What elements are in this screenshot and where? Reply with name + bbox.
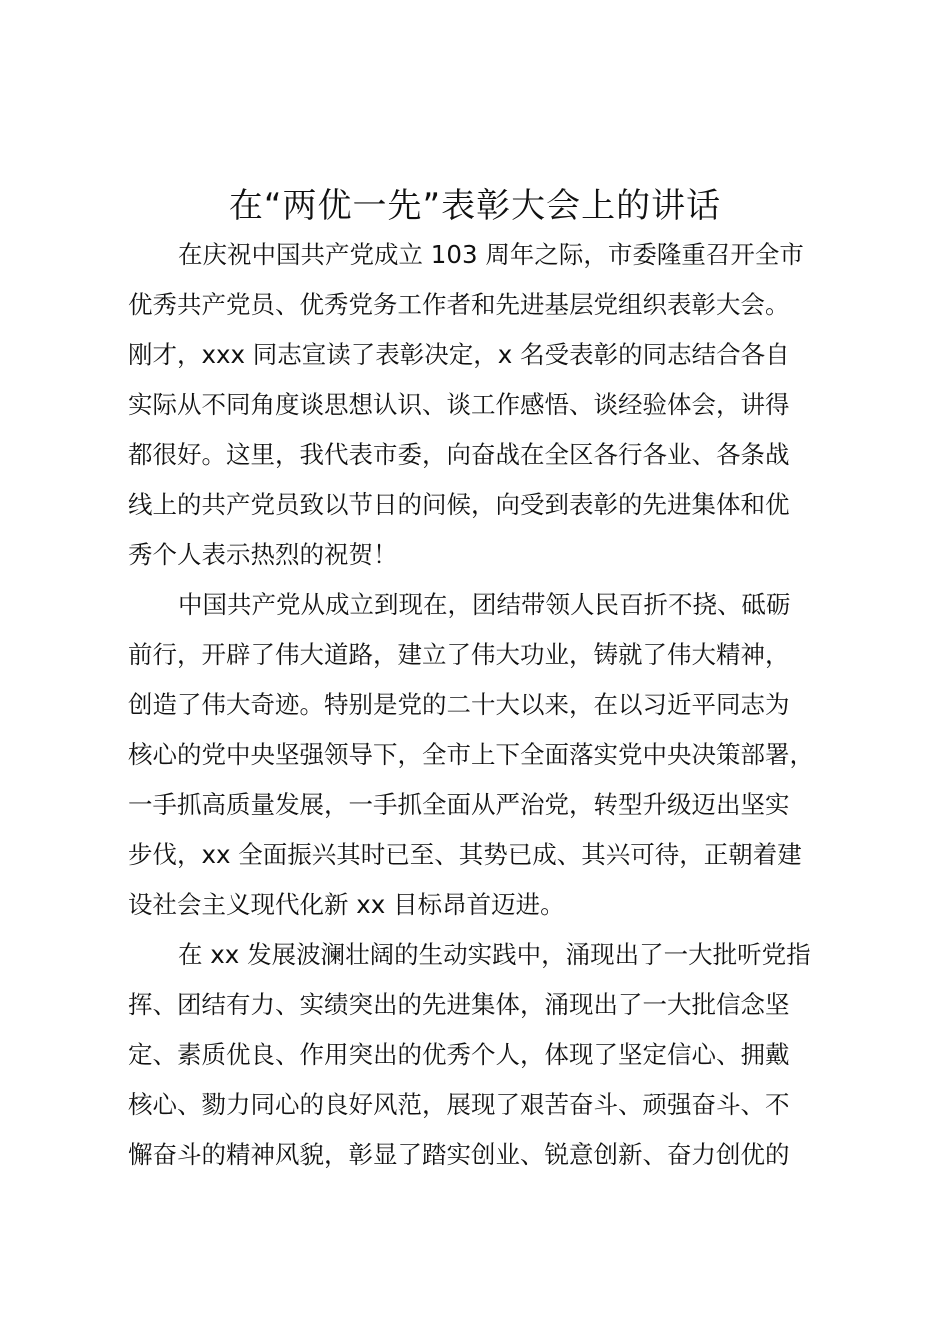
document-title: 在“两优一先”表彰大会上的讲话: [228, 186, 722, 226]
paragraph-2-line-5: 一手抓高质量发展，一手抓全面从严治党，转型升级迈出坚实: [128, 790, 790, 819]
paragraph-3-line-3: 定、素质优良、作用突出的优秀个人，体现了坚定信心、拥戴: [128, 1040, 790, 1069]
paragraph-2-line-4: 核心的党中央坚强领导下，全市上下全面落实党中央决策部署，: [128, 740, 814, 769]
paragraph-2-line-1: 中国共产党从成立到现在，团结带领人民百折不挠、砥砺: [178, 590, 791, 619]
paragraph-3-line-1: 在 xx 发展波澜壮阔的生动实践中，涌现出了一大批听党指: [178, 940, 811, 969]
paragraph-1-line-4: 实际从不同角度谈思想认识、谈工作感悟、谈经验体会，讲得: [128, 390, 790, 419]
paragraph-2-line-7: 设社会主义现代化新 xx 目标昂首迈进。: [128, 890, 565, 919]
paragraph-2-line-6: 步伐，xx 全面振兴其时已至、其势已成、其兴可待，正朝着建: [128, 840, 802, 869]
paragraph-3-line-4: 核心、勠力同心的良好风范，展现了艰苦奋斗、顽强奋斗、不: [128, 1090, 790, 1119]
paragraph-1-line-2: 优秀共产党员、优秀党务工作者和先进基层党组织表彰大会。: [128, 290, 790, 319]
paragraph-1-line-7: 秀个人表示热烈的祝贺！: [128, 540, 398, 569]
paragraph-1-line-3: 刚才，xxx 同志宣读了表彰决定，x 名受表彰的同志结合各自: [128, 340, 790, 369]
paragraph-1-line-5: 都很好。这里，我代表市委，向奋战在全区各行各业、各条战: [128, 440, 790, 469]
paragraph-3-line-2: 挥、团结有力、实绩突出的先进集体，涌现出了一大批信念坚: [128, 990, 790, 1019]
paragraph-1-line-6: 线上的共产党员致以节日的问候，向受到表彰的先进集体和优: [128, 490, 790, 519]
paragraph-3-line-5: 懈奋斗的精神风貌，彰显了踏实创业、锐意创新、奋力创优的: [128, 1140, 790, 1169]
paragraph-2-line-2: 前行，开辟了伟大道路，建立了伟大功业，铸就了伟大精神，: [128, 640, 790, 669]
paragraph-2-line-3: 创造了伟大奇迹。特别是党的二十大以来，在以习近平同志为: [128, 690, 790, 719]
paragraph-1-line-1: 在庆祝中国共产党成立 103 周年之际，市委隆重召开全市: [178, 240, 804, 269]
